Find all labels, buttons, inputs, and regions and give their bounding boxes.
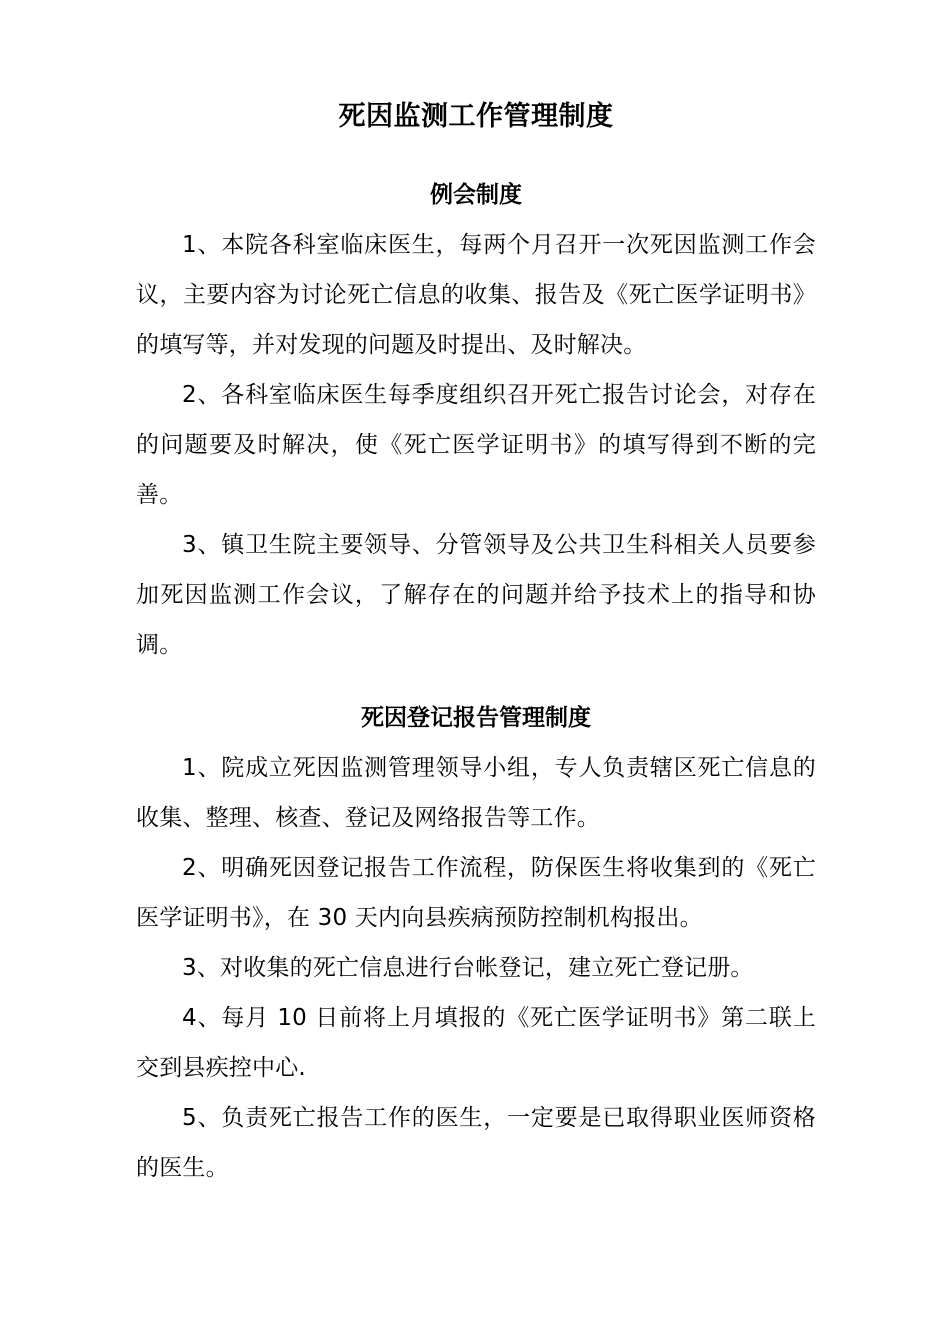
document-title: 死因监测工作管理制度	[338, 101, 614, 132]
paragraph: 1、院成立死因监测管理领导小组，专人负责辖区死亡信息的收集、整理、核查、登记及网络报告等工作。	[136, 755, 816, 831]
document-page	[136, 92, 816, 1193]
section-death-registration	[136, 693, 816, 1193]
paragraph: 3、对收集的死亡信息进行台帐登记，建立死亡登记册。	[182, 955, 754, 981]
section-heading: 死因登记报告管理制度	[361, 705, 591, 731]
section-meeting-system	[136, 170, 816, 670]
paragraph: 5、负责死亡报告工作的医生，一定要是已取得职业医师资格的医生。	[136, 1105, 816, 1181]
paragraph: 2、明确死因登记报告工作流程，防保医生将收集到的《死亡医学证明书》，在 30 天内向县疾病预防控制机构报出。	[136, 855, 816, 931]
paragraph: 4、每月 10 日前将上月填报的《死亡医学证明书》第二联上交到县疾控中心.	[136, 1005, 816, 1081]
paragraph: 1、本院各科室临床医生，每两个月召开一次死因监测工作会议，主要内容为讨论死亡信息的收集、报告及《死亡医学证明书》的填写等，并对发现的问题及时提出、及时解决。	[136, 232, 816, 358]
paragraph: 3、镇卫生院主要领导、分管领导及公共卫生科相关人员要参加死因监测工作会议，了解存在的问题并给予技术上的指导和协调。	[136, 532, 816, 658]
paragraph: 2、各科室临床医生每季度组织召开死亡报告讨论会，对存在的问题要及时解决，使《死亡医学证明书》的填写得到不断的完善。	[136, 382, 816, 508]
section-heading: 例会制度	[430, 182, 522, 208]
